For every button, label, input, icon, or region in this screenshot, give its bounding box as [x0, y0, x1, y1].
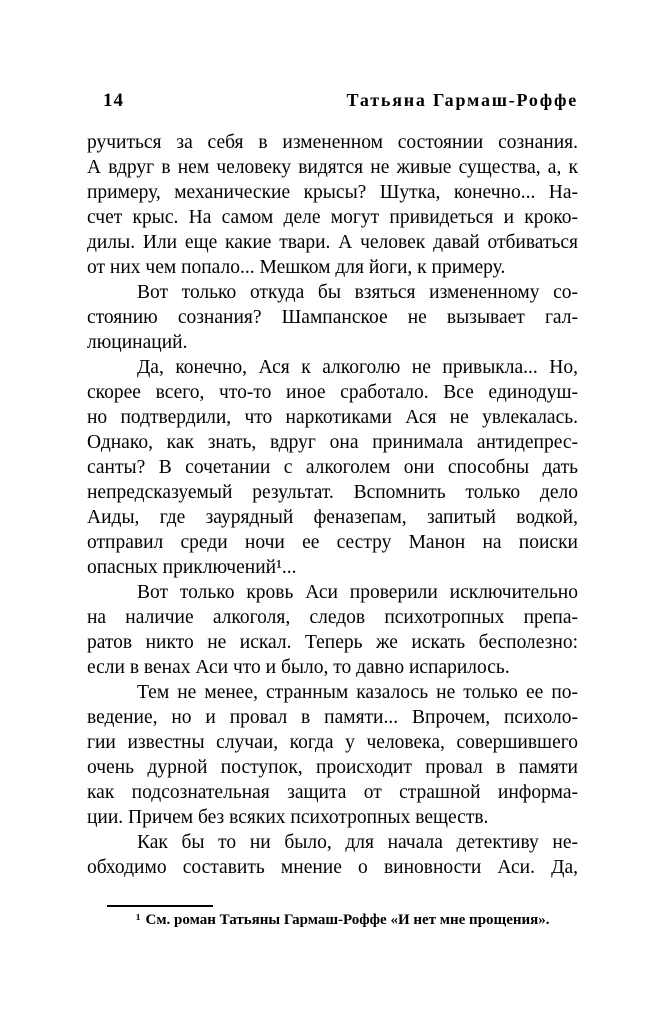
- text-line: ции. Причем без всяких психотропных веществ.: [87, 807, 489, 828]
- text-line: от них чем попало... Мешком для йоги, к примеру.: [87, 257, 506, 278]
- text-line: ведение, но и провал в памяти... Впрочем, психоло-: [87, 707, 578, 728]
- text-line: ратов никто не искал. Теперь же искать бесполезно:: [87, 632, 578, 653]
- text-line: санты? В сочетании с алкоголем они способны дать: [87, 457, 578, 478]
- text-line: люцинаций.: [87, 332, 188, 353]
- text-line: примеру, механические крысы? Шутка, конечно... На-: [87, 182, 578, 203]
- text-line: опасных приключений¹...: [87, 557, 297, 578]
- text-line: Да, конечно, Ася к алкоголю не привыкла... Но,: [137, 357, 578, 378]
- text-line: А вдруг в нем человеку видятся не живые существа, а, к: [87, 157, 578, 178]
- text-line: ручиться за себя в измененном состоянии сознания.: [87, 132, 578, 153]
- text-line: стоянию сознания? Шампанское не вызывает гал-: [87, 307, 578, 328]
- page-body-text: [87, 130, 578, 880]
- text-line: непредсказуемый результат. Вспомнить только дело: [87, 482, 578, 503]
- text-line: Как бы то ни было, для начала детективу не-: [137, 832, 578, 853]
- paragraph: [87, 355, 578, 580]
- paragraph: [87, 680, 578, 830]
- paragraph: [87, 830, 578, 880]
- footnote-text: См. роман Татьяны Гармаш-Роффе «И нет мне прощения».: [145, 912, 550, 928]
- text-line: Вот только откуда бы взяться измененному со-: [137, 282, 578, 303]
- text-line: очень дурной поступок, происходит провал в памяти: [87, 757, 578, 778]
- paragraph: [87, 280, 578, 355]
- text-line: Тем не менее, странным казалось не только ее по-: [137, 682, 578, 703]
- text-line: как подсознательная защита от страшной информа-: [87, 782, 578, 803]
- text-line: скорее всего, что-то иное сработало. Все единодуш-: [87, 382, 578, 403]
- text-line: если в венах Аси что и было, то давно испарилось.: [87, 657, 510, 678]
- paragraph: [87, 580, 578, 680]
- text-line: но подтвердили, что наркотиками Ася не увлекалась.: [87, 407, 578, 428]
- text-line: Однако, как знать, вдруг она принимала антидепрес-: [87, 432, 578, 453]
- text-line: счет крыс. На самом деле могут привидеться и кроко-: [87, 207, 578, 228]
- text-line: отправил среди ночи ее сестру Манон на поиски: [87, 532, 578, 553]
- running-head-author: Татьяна Гармаш-Роффе: [346, 90, 578, 110]
- paragraph: [87, 130, 578, 280]
- text-line: Аиды, где заурядный феназепам, запитый водкой,: [87, 507, 578, 528]
- running-header: [87, 90, 578, 112]
- text-line: гии известны случаи, когда у человека, совершившего: [87, 732, 578, 753]
- footnote-separator: [107, 905, 213, 907]
- footnote: [87, 911, 578, 930]
- footnote-marker: ¹: [136, 912, 141, 928]
- text-line: на наличие алкоголя, следов психотропных препа-: [87, 607, 578, 628]
- text-line: дилы. Или еще какие твари. А человек давай отбиваться: [87, 232, 578, 253]
- text-line: Вот только кровь Аси проверили исключительно: [137, 582, 578, 603]
- text-line: обходимо составить мнение о виновности Аси. Да,: [87, 857, 578, 878]
- page-number: 14: [103, 90, 124, 111]
